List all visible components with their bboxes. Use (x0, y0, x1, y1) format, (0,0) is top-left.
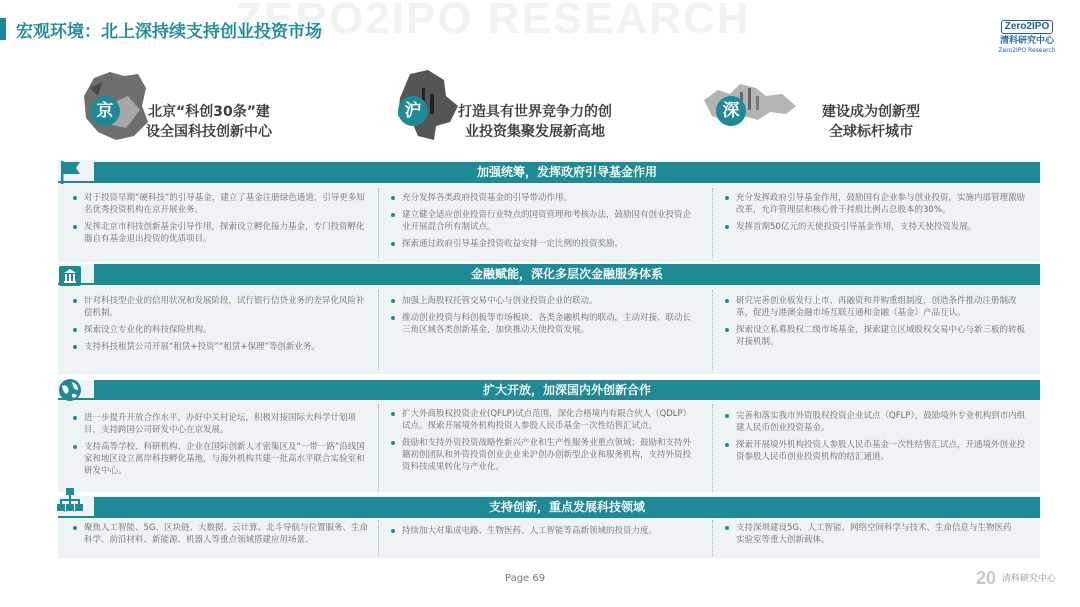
column-divider (378, 290, 379, 370)
logo-cn-text: 清科研究中心 (999, 36, 1054, 46)
column-divider (712, 188, 713, 258)
city-slogan-beijing (146, 102, 272, 142)
list-item: 充分发挥各类政府投资基金的引导带动作用。 (388, 192, 698, 204)
header-watermark: ZERO2IPO RESEARCH (235, 0, 751, 43)
list-item: 支持深圳建设5G、人工智能、网络空间科学与技术、生命信息与生物医药实验室等重大创新载体。 (722, 522, 1012, 546)
shenzhen-map-photo-icon (700, 66, 800, 144)
page-title: 宏观环境：北上深持续支持创业投资市场 (16, 22, 322, 42)
section-col-shenzhen (722, 410, 1027, 468)
logo-wordmark: Zero2IPO (1001, 20, 1053, 34)
list-item: 研究完善创业板发行上市、再融资和并购重组制度，创造条件推动注册制改革，促进与港澳金融市场互联互通和金融（基金）产品互认。 (722, 295, 1027, 319)
section-col-shanghai (388, 192, 698, 255)
list-item: 针对科技型企业的信用状况和发展阶段，试行银行信贷业务的差异化风险补偿机制。 (70, 295, 370, 319)
section-col-beijing (70, 522, 370, 551)
city-shenzhen (700, 66, 960, 156)
footer-logo-anniversary: 20 (976, 568, 997, 588)
section-title: 扩大开放，加深国内外创新合作 (94, 380, 1040, 400)
list-item: 进一步提升开放合作水平，办好中关村论坛，积极对接国际大科学计划项目，支持跨国公司研发中心在京发展。 (70, 412, 370, 436)
list-item: 对于投资早期“硬科技”的引导基金，建立了基金注册绿色通道，引导更多知名优秀投资机构在京开展业务。 (70, 192, 370, 216)
list-item: 探索通过政府引导基金投资收益安排一定比例的投资奖励。 (388, 238, 698, 250)
city-slogan-line1: 打造具有世界竞争力的创 (458, 104, 612, 120)
section-col-shenzhen (722, 295, 1027, 353)
column-divider (378, 404, 379, 492)
column-divider (378, 188, 379, 258)
list-item: 扩大外商股权投资企业(QFLP)试点范围，深化合格境内有限合伙人（QDLP）试点。探索开展境外机构投资人参股人民币基金一次性结售汇试点。 (388, 408, 698, 432)
list-item: 探索开展境外机构投资人参股人民币基金一次性结售汇试点，开通境外创业投资参股人民币创业投资机构的结汇通道。 (722, 439, 1027, 463)
column-divider (712, 404, 713, 492)
list-item: 支持高等学校、科研机构、企业在国际创新人才密集区及“一带一路”沿线国家和地区设立离岸科技孵化基地，与海外机构共建一批高水平联合实验室和研发中心。 (70, 441, 370, 477)
list-item: 聚焦人工智能、5G、区块链、大数据、云计算、北斗导航与位置服务、生命科学、前沿材料、新能源、机器人等重点领域搭建应用场景。 (70, 522, 370, 546)
section-title: 金融赋能，深化多层次金融服务体系 (94, 264, 1040, 284)
section-col-beijing (70, 295, 370, 358)
list-item: 充分发挥政府引导基金作用，鼓励国有企业参与创业投资，实施内部管理激励改革，允许管理层和核心骨干持股比例占总股本的30%。 (722, 192, 1027, 216)
city-beijing (76, 66, 316, 156)
city-slogan-line1: 建设成为创新型 (822, 104, 920, 120)
city-badge-beijing: 京 (90, 96, 120, 126)
list-item: 持续加大对集成电路、生物医药、人工智能等高新领域的投资力度。 (388, 525, 658, 537)
list-item: 探索设立专业化的科技保险机构。 (70, 324, 370, 336)
list-item: 推动创业投资与科创板等市场板块、各类金融机构的联动，主动对接、联动长三角区域各类创新基金，加快推动天使投资发展。 (388, 312, 698, 336)
footer-logo (976, 568, 1056, 589)
column-divider (378, 520, 379, 556)
column-divider (712, 290, 713, 370)
section-col-beijing (70, 412, 370, 482)
list-item: 发挥北京市科技创新基金引导作用，探索设立孵化接力基金，专门投资孵化器自有基金退出投资的优质项目。 (70, 221, 370, 245)
footer-logo-text: 清科研究中心 (1001, 574, 1056, 584)
city-slogan-line2: 设全国科技创新中心 (146, 124, 272, 140)
list-item: 鼓励和支持外资投资战略性新兴产业和生产性服务业重点领域；鼓励和支持外籍初创团队和外资投资创业企业来沪创办创新型企业和服务机构，支持外资投资科技成果转化与产业化。 (388, 437, 698, 473)
city-slogan-line2: 业投资集聚发展新高地 (465, 124, 605, 140)
logo-en-text: Zero2IPO Research (998, 47, 1056, 54)
list-item: 完善和落实我市外资股权投资企业试点（QFLP），鼓励境外专业机构到市内组建人民币创业投资基金。 (722, 410, 1027, 434)
list-item: 支持科技租赁公司开展“租赁+投资”“租赁+保理”等创新业务。 (70, 341, 370, 353)
section-col-shenzhen (722, 522, 1012, 551)
section-title: 支持创新，重点发展科技领域 (94, 497, 1040, 517)
page-header (0, 0, 1080, 58)
city-slogan-line1: 北京“科创30条”建 (148, 104, 270, 120)
city-slogan-shanghai (458, 102, 612, 142)
city-badge-shenzhen: 深 (716, 96, 746, 126)
list-item: 探索设立私募股权二级市场基金，探索建立区域股权交易中心与新三板的转板对接机制。 (722, 324, 1027, 348)
title-accent-bar (0, 18, 6, 40)
list-item: 建立健全适应创业投资行业特点的国资管理和考核办法，鼓励国有创业投资企业开展混合所有制试点。 (388, 209, 698, 233)
city-badge-shanghai: 沪 (398, 96, 428, 126)
section-col-shenzhen (722, 192, 1027, 238)
zero2ipo-logo (992, 14, 1062, 54)
globe-icon (56, 376, 84, 404)
section-col-beijing (70, 192, 370, 250)
network-icon (56, 486, 84, 514)
bank-icon (56, 262, 84, 290)
list-item: 发挥首期50亿元的天使投资引导基金作用，支持天使投资发展。 (722, 221, 1027, 233)
section-col-shanghai (388, 525, 658, 542)
section-col-shanghai (388, 408, 698, 478)
section-title: 加强统筹，发挥政府引导基金作用 (94, 162, 1040, 182)
page-number: Page 69 (505, 573, 546, 584)
city-slogan-line2: 全球标杆城市 (829, 124, 913, 140)
list-item: 加强上海股权托管交易中心与创业投资企业的联动。 (388, 295, 698, 307)
city-shanghai (388, 66, 648, 156)
city-slogan-shenzhen (822, 102, 920, 142)
section-col-shanghai (388, 295, 698, 341)
column-divider (712, 520, 713, 556)
